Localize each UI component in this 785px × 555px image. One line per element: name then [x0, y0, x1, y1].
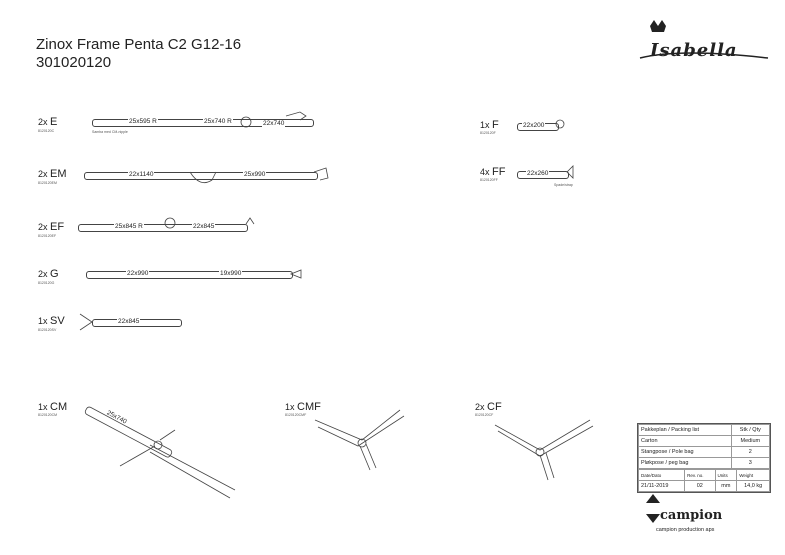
table-row: Carton Medium: [639, 436, 770, 447]
part-e-dim-1: 25x595 R: [129, 118, 157, 125]
part-cf-code: 8120120CF: [475, 413, 494, 417]
part-ff-code: 8120120FF: [480, 178, 498, 182]
part-cm-code: 8120120CM: [38, 413, 58, 417]
part-cmf-label: 1x CMF: [285, 401, 321, 413]
part-e-label: 2x E: [38, 116, 58, 128]
part-em-dim-1: 22x1140: [129, 171, 154, 178]
part-cmf-code: 8120120CMF: [285, 413, 307, 417]
part-ff-note: Spade/strap: [554, 183, 573, 187]
company-subtitle: campion production aps: [656, 527, 715, 533]
table-weight: 14,0 kg: [737, 481, 770, 492]
packing-table: Pakkeplan / Packing list Stk / Qty Carton Medium Stangpose / Pole bag 2 Pløkpose / peg bag 3 Date/Dato Rev. no. Units Weight 21/11-2019 02 mm 14,0 kg: [637, 423, 771, 493]
part-sv-dim-1: 22x845: [118, 318, 140, 325]
part-sv-code: 8120120SV: [38, 328, 57, 332]
part-cm-label: 1x CM: [38, 401, 68, 413]
part-ef-label: 2x EF: [38, 221, 65, 233]
part-g-dim-2: 19x990: [220, 270, 242, 277]
part-e-note: Samba med CM-nipple: [92, 130, 128, 134]
part-ef-code: 8120120EF: [38, 234, 57, 238]
product-name: Zinox Frame Penta C2 G12-16: [36, 36, 242, 53]
part-e-dim-3: 22x740: [263, 120, 285, 127]
part-g-label: 2x G: [38, 268, 59, 280]
table-rev: 02: [685, 481, 715, 492]
part-f-label: 1x F: [480, 119, 499, 131]
table-units: mm: [715, 481, 737, 492]
part-em-dim-2: 25x990: [244, 171, 266, 178]
part-g-dim-1: 22x990: [127, 270, 149, 277]
part-ef-dim-1: 25x845 R: [115, 223, 143, 230]
table-header-right: Stk / Qty: [731, 425, 769, 436]
logo-wordmark: Isabella: [650, 40, 738, 61]
table-row: Stangpose / Pole bag 2: [639, 447, 770, 458]
part-f-dim-1: 22x200: [523, 122, 545, 129]
part-cf-label: 2x CF: [475, 401, 502, 413]
part-e-dim-2: 25x740 R: [204, 118, 232, 125]
part-em-code: 8120120EM: [38, 181, 57, 185]
table-header-left: Pakkeplan / Packing list: [639, 425, 732, 436]
part-e-code: 8120120C: [38, 129, 55, 133]
part-ef-dim-2: 22x845: [193, 223, 215, 230]
company-name: campion: [660, 508, 723, 523]
part-f-code: 8120120F: [480, 131, 496, 135]
product-code: 301020120: [36, 54, 112, 71]
part-g-code: 8120120G: [38, 281, 55, 285]
table-date: 21/11-2019: [639, 481, 685, 492]
part-sv-label: 1x SV: [38, 315, 65, 327]
part-ff-dim-1: 22x260: [527, 170, 549, 177]
part-ff-label: 4x FF: [480, 166, 506, 178]
table-row: Pløkpose / peg bag 3: [639, 458, 770, 469]
part-em-label: 2x EM: [38, 168, 67, 180]
part-cm-dim-1: 25x740: [105, 409, 128, 426]
